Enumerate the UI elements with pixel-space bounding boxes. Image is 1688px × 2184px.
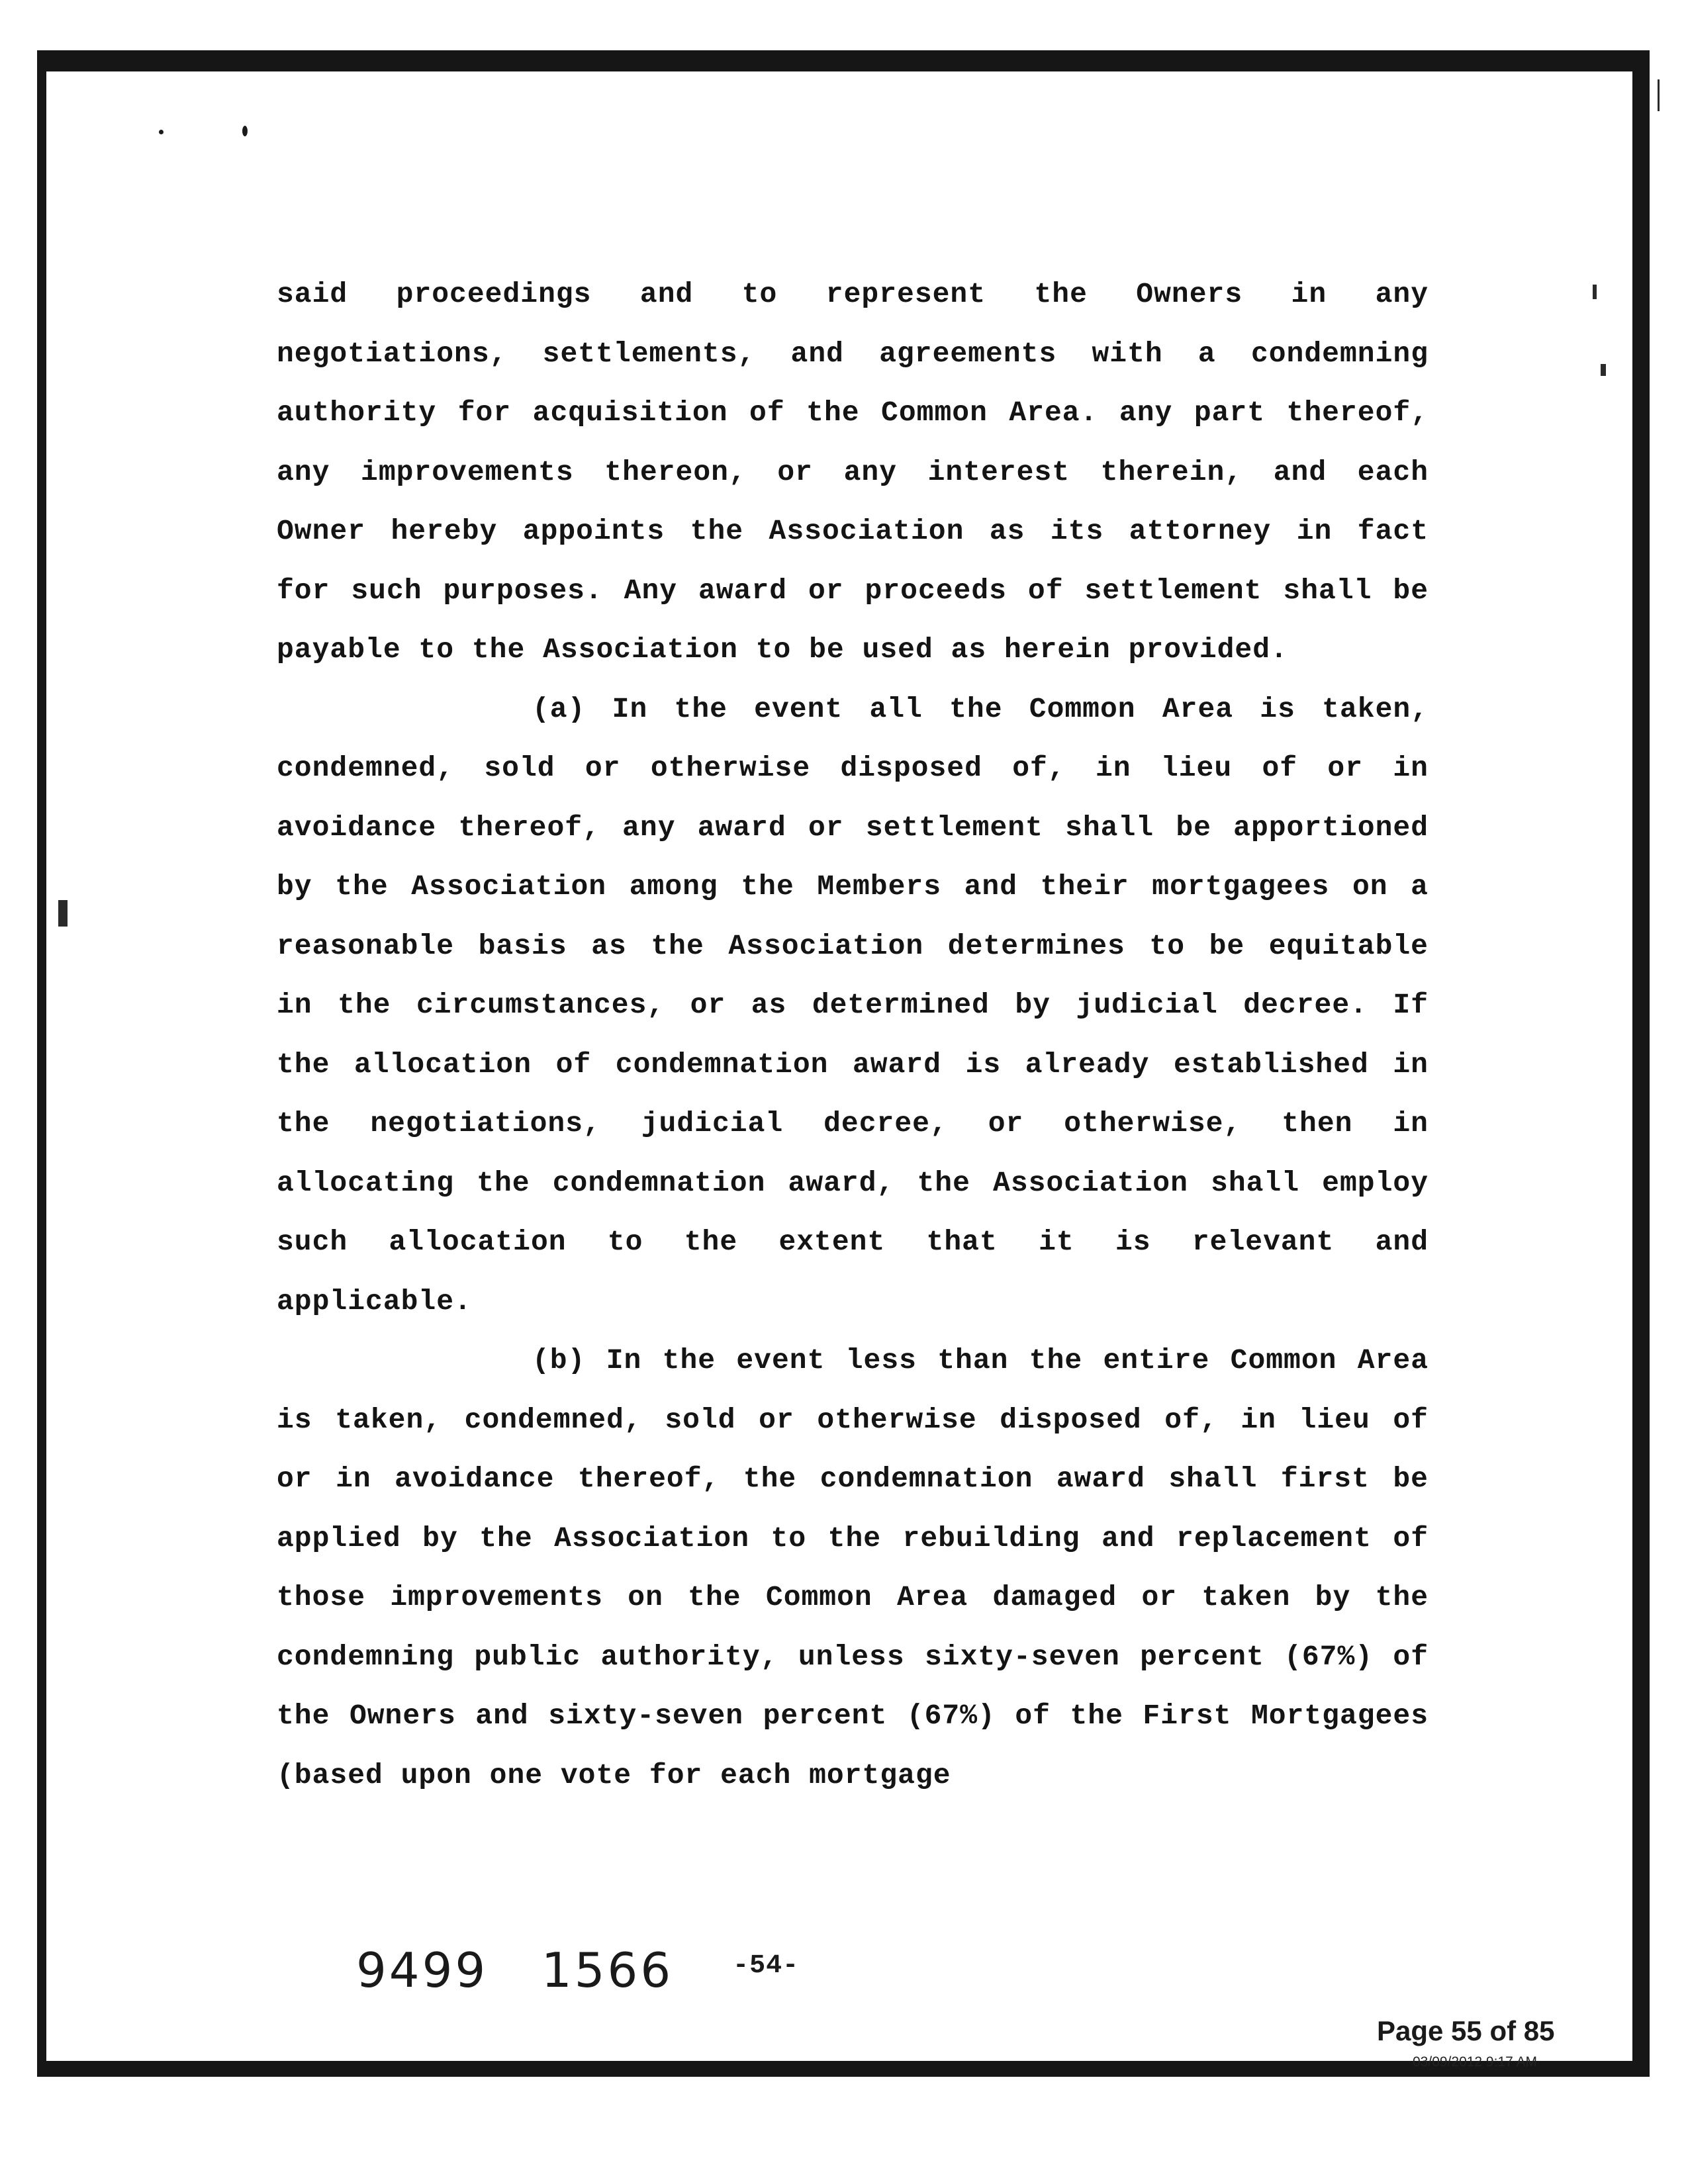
- document-body: [277, 265, 1429, 1805]
- scan-edge-mark: [1601, 364, 1606, 376]
- recording-reference: [356, 1942, 799, 1998]
- book-number: 9499: [356, 1942, 489, 1998]
- paragraph-intro: said proceedings and to represent the Owners in any negotiations, settlements, and agreements with a condemning authority for acquisition of the Common Area. any part thereof, any improvements thereon, or any interest therein, and each Owner hereby appoints the Association as its attorney in fact for such purposes. Any award or proceeds of settlement shall be payable to the Association to be used as herein provided.: [277, 278, 1429, 666]
- page-reference: 1566: [541, 1942, 674, 1998]
- page-count-label-cut: Page 55 of 85: [1377, 2015, 1555, 2046]
- print-timestamp: 03/09/2012 9:17 AM: [1413, 2054, 1537, 2070]
- scan-edge-mark: [1658, 79, 1660, 111]
- scan-edge-mark: [58, 900, 68, 927]
- paragraph-a: (a) In the event all the Common Area is taken, condemned, sold or otherwise disposed of, in lieu of or in avoidance thereof, any award or settlement shall be apportioned by the Association among the Members and their mortgagees on a reasonable basis as the Association determines to be equitable in the circumstances, or as determined by judicial decree. If the allocation of condemnation award is already established in the negotiations, judicial decree, or otherwise, then in allocating the condemnation award, the Association shall employ such allocation to the extent that it is relevant and applicable.: [277, 692, 1429, 1318]
- scan-speck: [159, 130, 164, 134]
- scan-speck: [242, 126, 248, 136]
- page-number: -54-: [733, 1951, 800, 1981]
- paragraph-b: (b) In the event less than the entire Common Area is taken, condemned, sold or otherwise disposed of, in lieu of or in avoidance thereof, the condemnation award shall first be applied by the Association to the rebuilding and replacement of those improvements on the Common Area damaged or taken by the condemning public authority, unless sixty-seven percent (67%) of the Owners and sixty-seven percent (67%) of the First Mortgagees (based upon one vote for each mortgage: [277, 1344, 1429, 1792]
- scan-edge-mark: [1593, 285, 1597, 299]
